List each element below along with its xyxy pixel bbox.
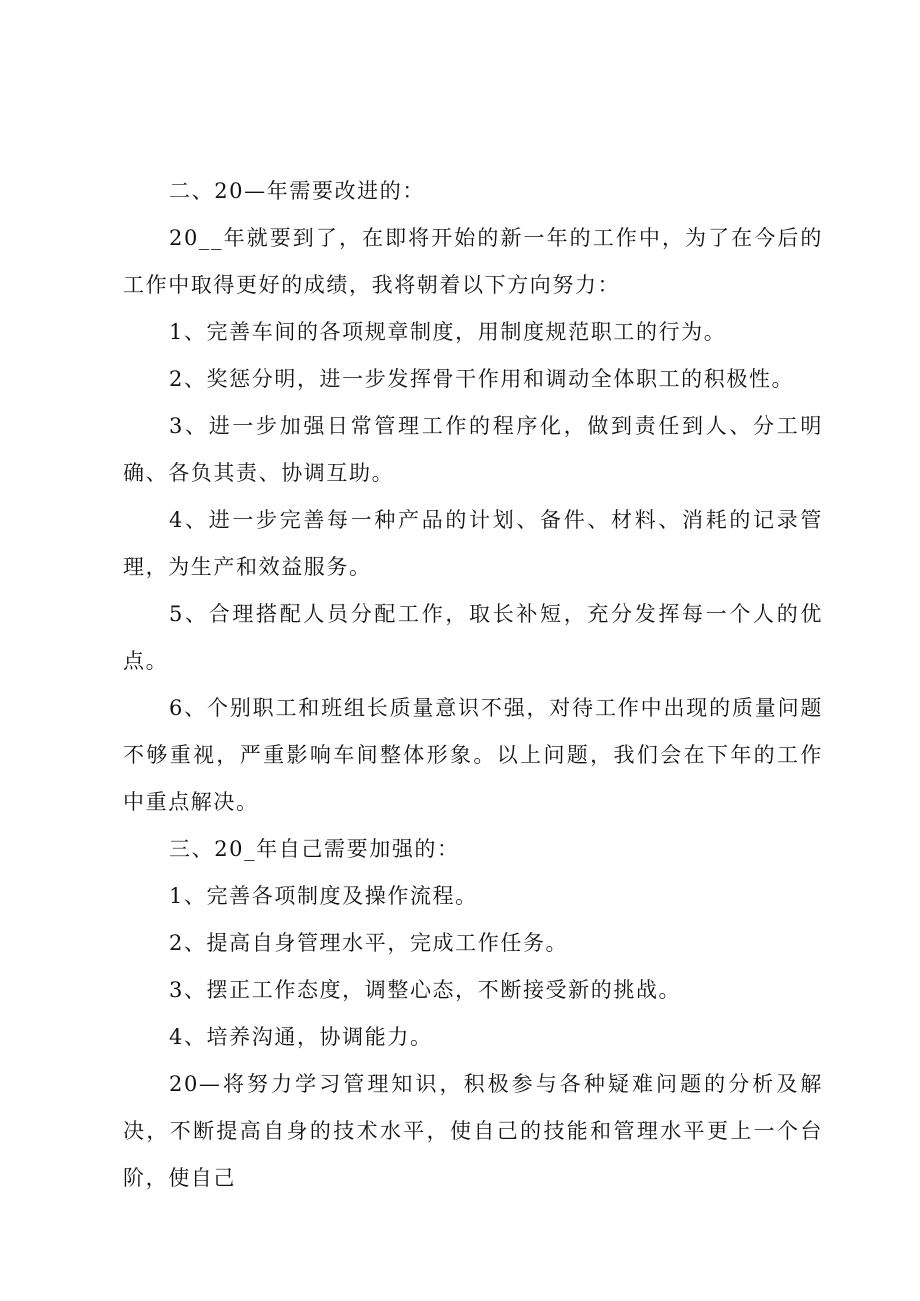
section-heading-strengthen: 三、20_年自己需要加强的： [169, 837, 460, 861]
list-item: 3、进一步加强日常管理工作的程序化，做到责任到人、分工明确、各负其责、协调互助。 [123, 414, 823, 485]
list-item: 4、培养沟通，协调能力。 [169, 1025, 433, 1049]
list-item: 3、摆正工作态度，调整心态，不断接受新的挑战。 [169, 978, 682, 1002]
list-item: 2、提高自身管理水平，完成工作任务。 [169, 931, 569, 955]
document-body [123, 168, 823, 1202]
list-item: 1、完善各项制度及操作流程。 [169, 884, 478, 908]
list-item: 2、奖惩分明，进一步发挥骨干作用和调动全体职工的积极性。 [169, 367, 795, 391]
list-item: 5、合理搭配人员分配工作，取长补短，充分发挥每一个人的优点。 [123, 602, 823, 673]
list-item: 4、进一步完善每一种产品的计划、备件、材料、消耗的记录管理，为生产和效益服务。 [123, 508, 823, 579]
section-heading-improvements: 二、20—年需要改进的： [169, 179, 425, 203]
list-item: 1、完善车间的各项规章制度，用制度规范职工的行为。 [169, 320, 727, 344]
list-item: 6、个别职工和班组长质量意识不强，对待工作中出现的质量问题不够重视，严重影响车间整体形象。以上问题，我们会在下年的工作中重点解决。 [123, 696, 823, 814]
intro-paragraph: 20__年就要到了，在即将开始的新一年的工作中，为了在今后的工作中取得更好的成绩，我将朝着以下方向努力： [123, 226, 823, 297]
closing-paragraph: 20—将努力学习管理知识，积极参与各种疑难问题的分析及解决，不断提高自身的技术水平，使自己的技能和管理水平更上一个台阶，使自己 [123, 1072, 823, 1190]
